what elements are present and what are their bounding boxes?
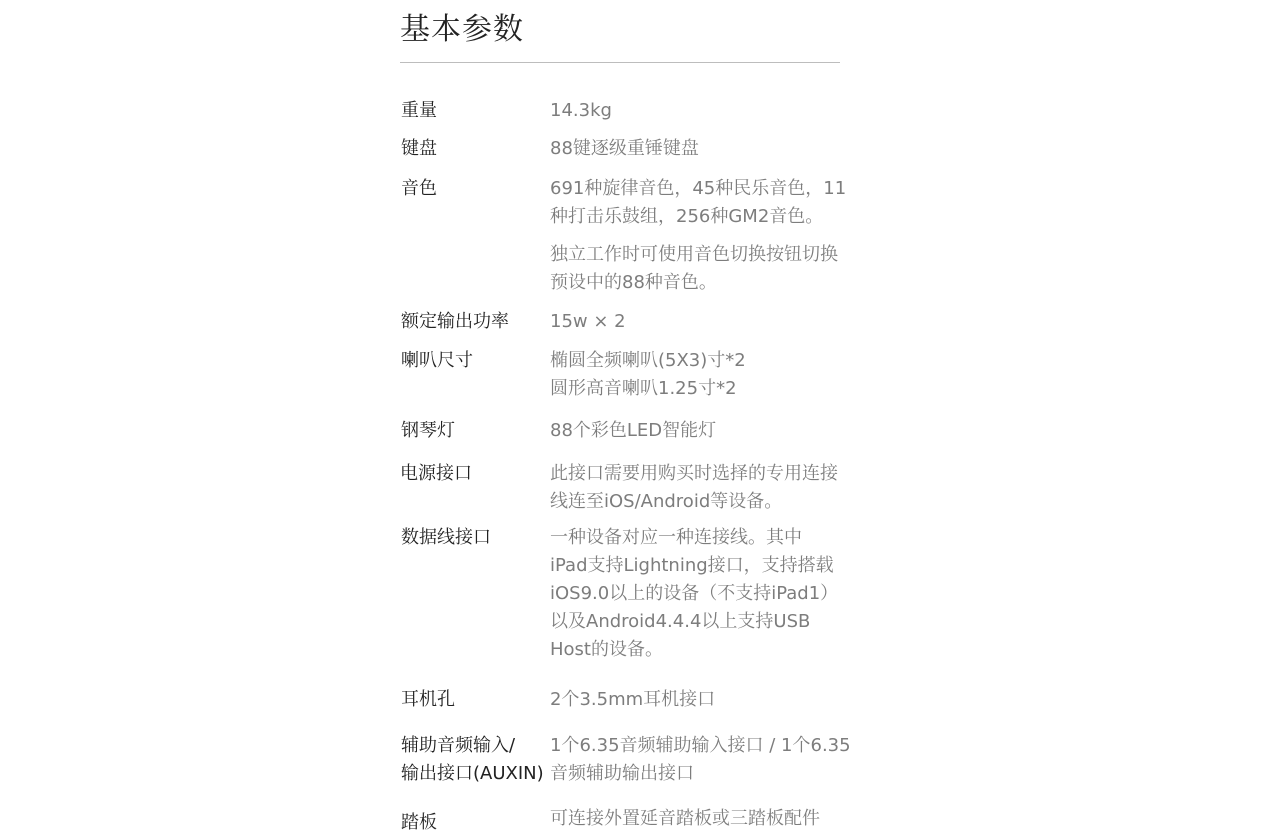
spec-value-text: iOS9.0以上的设备（不支持iPad1）: [550, 583, 839, 604]
spec-label-speaker: [401, 347, 473, 375]
spec-label-text: 电源接口: [400, 463, 472, 484]
spec-label-text: 辅助音频输入/: [401, 735, 516, 756]
spec-label-text: 键盘: [401, 138, 437, 159]
spec-value-pedal: [550, 805, 842, 833]
spec-label-text: 数据线接口: [401, 527, 491, 548]
spec-value-text: 线连至iOS/Android等设备。: [550, 491, 783, 512]
spec-value-text: Host的设备。: [550, 639, 663, 660]
spec-label-power: [401, 308, 509, 336]
spec-label-pedal: [401, 809, 437, 837]
spec-value-power-port: [550, 460, 842, 516]
spec-label-text: 踏板: [401, 812, 437, 833]
spec-label-text: 重量: [401, 100, 437, 121]
spec-value-text: 15w × 2: [550, 311, 626, 332]
spec-value-tone-note: [550, 241, 842, 297]
spec-value-keyboard: [550, 135, 842, 163]
spec-value-text: 圆形高音喇叭1.25寸*2: [550, 378, 737, 399]
spec-value-text: 预设中的88种音色。: [550, 272, 717, 293]
spec-value-text: 音频辅助输出接口: [550, 763, 694, 784]
spec-value-lights: [550, 417, 842, 445]
spec-value-text: 691种旋律音色，45种民乐音色，11: [550, 178, 847, 199]
spec-label-headphone: [401, 686, 455, 714]
spec-value-headphone: [550, 686, 842, 714]
spec-value-speaker: [550, 347, 842, 403]
spec-label-text: 音色: [401, 178, 437, 199]
spec-label-text: 额定输出功率: [401, 311, 509, 332]
spec-value-text: 独立工作时可使用音色切换按钮切换: [550, 244, 838, 265]
spec-value-text: 以及Android4.4.4以上支持USB: [550, 611, 811, 632]
spec-value-data-port: [550, 524, 842, 664]
spec-label-text: 耳机孔: [401, 689, 455, 710]
spec-value-text: 一种设备对应一种连接线。其中: [550, 527, 802, 548]
spec-label-data-port: [401, 524, 491, 552]
spec-value-text: 种打击乐鼓组，256种GM2音色。: [550, 206, 824, 227]
spec-value-text: 2个3.5mm耳机接口: [550, 689, 716, 710]
spec-label-power-port: [400, 460, 472, 488]
spec-value-text: 此接口需要用购买时选择的专用连接: [550, 463, 838, 484]
spec-value-text: 椭圆全频喇叭(5X3)寸*2: [550, 350, 746, 371]
spec-label-keyboard: [401, 135, 437, 163]
spec-value-tone: [550, 175, 847, 231]
spec-value-text: iPad支持Lightning接口，支持搭载: [550, 555, 834, 576]
spec-value-aux: [550, 732, 851, 788]
section-title: 基本参数: [400, 12, 524, 47]
spec-label-lights: [401, 417, 455, 445]
spec-label-text: 钢琴灯: [401, 420, 455, 441]
spec-label-aux: [401, 732, 544, 788]
spec-label-text: 喇叭尺寸: [401, 350, 473, 371]
spec-value-text: 88个彩色LED智能灯: [550, 420, 717, 441]
spec-value-weight: [550, 97, 842, 125]
title-divider: [400, 62, 840, 63]
spec-label-text: 输出接口(AUXIN): [401, 763, 544, 784]
spec-value-power: [550, 308, 842, 336]
spec-value-text: 14.3kg: [550, 100, 612, 121]
spec-value-text: 88键逐级重锤键盘: [550, 138, 699, 159]
spec-label-weight: [401, 97, 437, 125]
spec-label-tone: [401, 175, 437, 203]
spec-value-text: 1个6.35音频辅助输入接口 / 1个6.35: [550, 735, 851, 756]
spec-value-text: 可连接外置延音踏板或三踏板配件: [550, 808, 820, 829]
